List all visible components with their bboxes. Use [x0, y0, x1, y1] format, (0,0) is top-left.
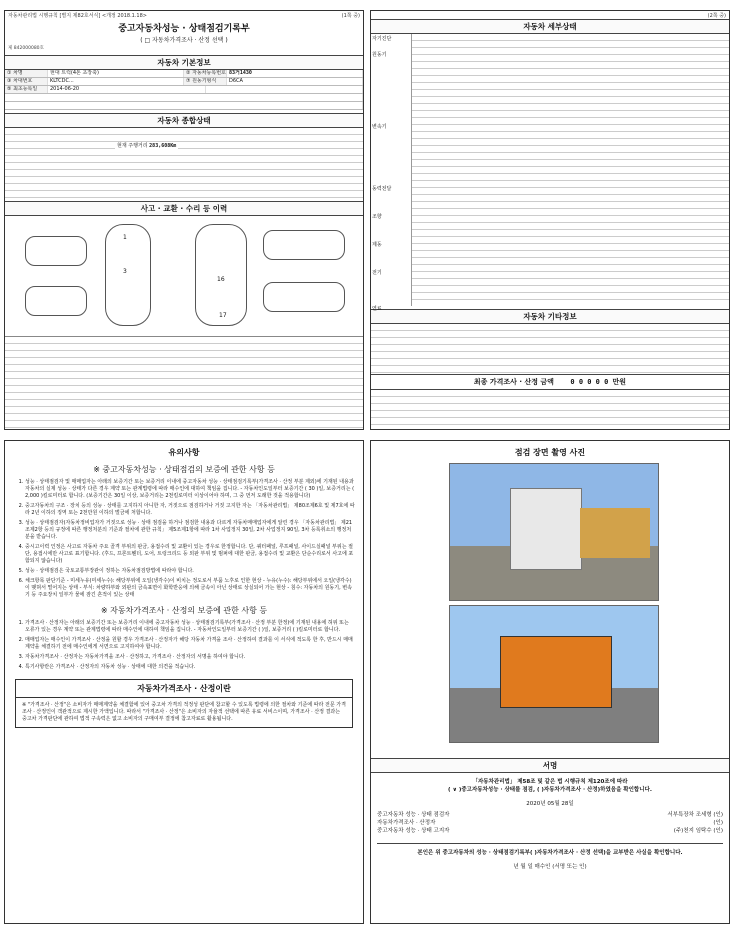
price-info-box: 자동차가격조사 · 산정이란 ※ "가격조사 · 산정"은 소비자가 매매계약을 체결함에 있어 중고차 가격의 적정성 판단에 참고할 수 있도록 법령에 의한 절차와 기준에 따라 전문 가격조사 · 산정인이 객관적으로 제시한 가액입니다. 따라서 "가격조사 · 산정"은 소비자의 자율적 선택에 따른 유료 서비스이며, 가격조사 · 산정 결과는 중고차 가격판단에 관하여 법적 구속력은 없고 소비자의 구매여부 결정에 참고자료로 활용됩니다.	[15, 679, 353, 728]
car-diagram: 1 3 16 17	[5, 216, 363, 337]
page-4	[370, 440, 730, 924]
sign-date: 2020년 05월 28일	[526, 801, 574, 807]
table-row	[5, 102, 363, 110]
car-top-icon	[105, 224, 151, 326]
price-value: 0 0 0 0 0 만원	[570, 378, 627, 386]
car-front-icon	[263, 230, 345, 260]
page-number: (2쪽 중)	[707, 13, 726, 19]
truck-rear-photo	[449, 605, 659, 743]
list-item: 4. 중시고이력 인정은 사고로 자동차 주요 골격 부위의 판금, 용접수리 및 교환이 있는 경우로 한정합니다. 단, 쿼터패널, 루프패널, 사이드실패널 부위는 절단, 용접시에만 사고로 표기합니다. (후드, 프론트휀더, 도어, 트렁크리드 등 외판 부위 및 범퍼에 대한 판금, 용접수리 및 교환은 단순수리로서 사고에 포함되지 않습니다)	[25, 544, 355, 565]
table-row: ⑤ 최초등록일 2014-06-20	[5, 86, 363, 94]
status-table: 현재 주행거리 283,608Km	[5, 128, 363, 198]
page-number: (1쪽 중)	[341, 13, 360, 19]
sign-area: 「자동차관리법」 제58조 및 같은 법 시행규칙 제120조에 따라 ( ∨ )중고자동차성능 · 상태를 점검, ( )자동차가격조사 · 산정)하였음을 확인합니다. 2020년 05월 28일 중고자동차 성능 · 상태 점검자 서부특장차 조세형 (인) 자동차가격조사 · 산정자 (인) 중고자동차 성능 · 상태 고지자 (주)천지 임탁수 (인) 본인은 위 중고자동차의 성능 · 상태점검기록부( )자동차가격조사 · 산정 선택)을 교부받은 사실을 확인합니다. 년 월 일 매수인 (서명 또는 인)	[377, 779, 723, 870]
page-2	[370, 10, 730, 430]
notice-section-1: ※ 중고자동차성능 · 상태점검의 보증에 관한 사항 등	[93, 465, 275, 474]
table-row: ① 차명 현대 트럭(4톤 초장축) ② 자동차등록번호 83거1430	[5, 70, 363, 78]
form-header: 자동차관리법 시행규칙 [별지 제82호서식] <개정 2018.1.18>	[8, 13, 147, 19]
section-accident: 사고 · 교환 · 수리 등 이력	[5, 201, 363, 216]
doc-number: 제 842000080호	[8, 46, 44, 51]
section-basic: 자동차 기본정보	[5, 55, 363, 70]
signers: 중고자동차 성능 · 상태 점검자 서부특장차 조세형 (인) 자동차가격조사 · 산정자 (인) 중고자동차 성능 · 상태 고지자 (주)천지 임탁수 (인)	[377, 812, 723, 834]
page-subtitle: ( □ 자동차가격조사 · 산정 선택 )	[140, 37, 228, 44]
section-detail: 자동차 세부상태	[371, 19, 729, 34]
page-3	[4, 440, 364, 924]
car-rear-icon	[263, 282, 345, 312]
list-item: 1. 가격조사 · 산정자는 아래의 보증기간 또는 보증거리 이내에 중고자동차 성능 · 상태점검기록부(가격조사 · 산정 부분 한정)에 기재된 내용에 허위 또는 오류가 있는 경우 계약 또는 관계법령에 따라 매수인에 대하여 책임을 집니다. - 자동차인도일부터 보증기간 ( )일, 보증거리 ( )킬로미터로 합니다.	[25, 620, 355, 634]
detail-table: 자기진단 원동기 변속기 동력전달 조향 제동 전기 연료	[371, 34, 729, 306]
truck-cab-icon	[510, 488, 582, 570]
car-side-left-icon	[25, 236, 87, 266]
notice-section-2: ※ 자동차가격조사 · 산정의 보증에 관한 사항 등	[100, 606, 268, 615]
truck-front-photo	[449, 463, 659, 601]
page-title: 중고자동차성능 · 상태점검기록부	[118, 24, 250, 34]
mileage-value: 283,608Km	[149, 143, 177, 149]
list-item: 5. 성능 · 상태점검은 국토교통부장관이 정하는 자동차점검방법에 따라야 합니다.	[25, 568, 355, 575]
list-item: 1. 성능 · 상태점검자 및 매매업자는 아래의 보증기간 또는 보증거리 이내에 중고자동차 성능 · 상태점검기록부(가격조사 · 산정 부분 제외)에 기재된 내용과 자동차의 실제 성능 · 상태가 다른 경우 계약 또는 관계법령에 따라 매수인에 대하여 책임을 집니다. - 자동차인도일부터 보증기간 ( 30 )일, 보증거리는 ( 2,000 )킬로미터로 합니다. (보증기간은 30일 이상, 보증거리는 2천킬로미터 이상이어야 하며, 그 중 먼저 도래한 것을 적용합니다)	[25, 479, 355, 500]
photo-title: 점검 장면 촬영 사진	[514, 448, 586, 457]
section-status: 자동차 종합상태	[5, 113, 363, 128]
list-item: 3. 성능 · 상태점검자(자동차정비업자가 거짓으로 성능 · 상태 점검을 하거나 점검한 내용과 다르게 자동차매매업자에게 알린 경우 「자동차관리법」 제21조제2항 등의 규정에 따른 행정처분의 기준과 절차에 관한 규칙」 제5조제1항에 따라 1차 사업정지 30일, 2차 사업정지 90일, 3차 등록취소의 행정처분을 받습니다.	[25, 520, 355, 541]
price-row: 최종 가격조사 · 산정 금액 0 0 0 0 0 만원	[371, 374, 729, 390]
car-frame-icon	[195, 224, 247, 326]
page-1	[4, 10, 364, 430]
notice-title: 유의사항	[168, 448, 200, 457]
list-item: 2. 매매업자는 매수인이 가격조사 · 산정을 원할 경우 가격조사 · 산정자가 해당 자동차 가격을 조사 · 산정하여 결과를 이 서식에 적도록 한 후, 반드시 매매계약을 체결하기 전에 매수인에게 서면으로 고지하여야 합니다.	[25, 637, 355, 651]
section-sign: 서명	[371, 758, 729, 773]
receipt-sign: 년 월 일 매수인 (서명 또는 인)	[513, 864, 587, 870]
table-row	[5, 94, 363, 102]
list-item: 2. 중고자동차의 구조 · 장치 등의 성능 · 상태를 고지하지 아니한 자, 거짓으로 점검하거나 거짓 고지한 자는 「자동차관리법」 제80조제6호 및 제7호에 따라 2년 이하의 징역 또는 2천만원 이하의 벌금에 처합니다.	[25, 503, 355, 517]
accident-table	[5, 337, 363, 430]
receipt-text: 본인은 위 중고자동차의 성능 · 상태점검기록부( )자동차가격조사 · 산정 선택)을 교부받은 사실을 확인합니다.	[377, 843, 723, 856]
notice-list-2	[5, 620, 363, 671]
notice-list-1	[5, 479, 363, 599]
section-other: 자동차 기타정보	[371, 309, 729, 324]
list-item: 4. 특기사항란은 가격조사 · 산정자의 자동차 성능 · 상태에 대한 의견을 적습니다.	[25, 664, 355, 671]
basic-table	[5, 70, 363, 110]
table-row: ③ 차대번호 KLTCDC... ⑦ 원동기형식 D6CA	[5, 78, 363, 86]
list-item: 3. 자동차가격조사 · 산정자는 자동차가격을 조사 · 산정하고, 가격조사 · 산정자의 서명을 하여야 합니다.	[25, 654, 355, 661]
truck-bed-icon	[500, 636, 612, 708]
car-side-right-icon	[25, 286, 87, 316]
list-item: 6. 체크항목 판단기준 - 미세누유(미세누수): 해당부위에 오일(냉각수)이 비치는 정도로서 부품 노후로 인한 현상 - 누유(누수): 해당부위에서 오일(냉각수)이 맺혀서 떨어지는 상태 - 부식: 차량하부와 외판의 금속표면이 화학반응에 의해 금속이 아닌 상태로 상실되어 가는 현상 - 침수: 자동차의 원동기, 변속기 등 주요장치 일부가 물에 잠긴 흔적이 있는 상태	[25, 578, 355, 599]
